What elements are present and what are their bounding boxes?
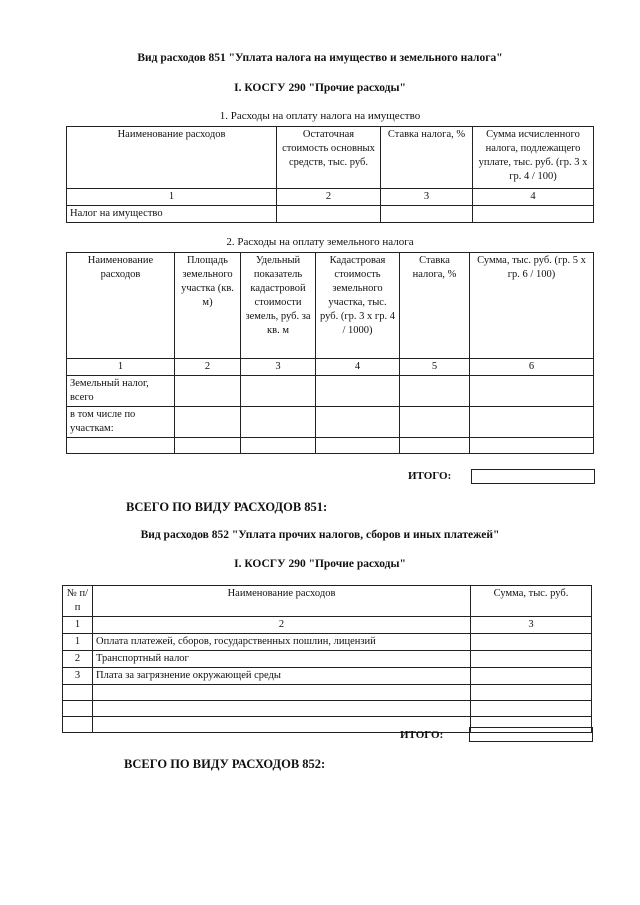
column-number: 3 (471, 617, 592, 634)
table-row (67, 438, 594, 454)
column-number: 3 (241, 359, 316, 376)
value-cell[interactable] (316, 407, 400, 438)
land-tax-table (66, 252, 594, 454)
value-cell[interactable] (400, 438, 470, 454)
header-cell: Наименование расходов (67, 127, 277, 189)
row-label (93, 701, 471, 717)
header-cell: Сумма, тыс. руб. (гр. 5 х гр. 6 / 100) (470, 253, 594, 359)
table-row (67, 407, 594, 438)
value-cell[interactable] (470, 407, 594, 438)
itogo-label-851: ИТОГО: (408, 470, 452, 482)
row-label: Оплата платежей, сборов, государственных пошлин, лицензий (93, 634, 471, 651)
table-row (63, 701, 592, 717)
table1-caption: 1. Расходы на оплату налога на имущество (219, 110, 421, 122)
column-number: 1 (67, 359, 175, 376)
header-cell: Площадь земельного участка (кв. м) (175, 253, 241, 359)
value-cell[interactable] (381, 206, 473, 223)
header-cell: Удельный показатель кадастровой стоимости земель, руб. за кв. м (241, 253, 316, 359)
header-cell: Наименование расходов (93, 586, 471, 617)
column-number: 4 (473, 189, 594, 206)
other-taxes-table (62, 585, 592, 733)
header-cell: Ставка налога, % (400, 253, 470, 359)
column-number: 1 (63, 617, 93, 634)
value-cell[interactable] (241, 438, 316, 454)
value-cell[interactable] (400, 376, 470, 407)
row-number (63, 685, 93, 701)
header-cell: Сумма, тыс. руб. (471, 586, 592, 617)
row-number (63, 717, 93, 733)
value-cell[interactable] (175, 438, 241, 454)
row-number (63, 701, 93, 717)
header-cell: Наименование расходов (67, 253, 175, 359)
column-number: 5 (400, 359, 470, 376)
column-number: 2 (93, 617, 471, 634)
itogo-value-852[interactable] (469, 727, 593, 742)
header-cell: Ставка налога, % (381, 127, 473, 189)
value-cell[interactable] (175, 376, 241, 407)
section-851-total: ВСЕГО ПО ВИДУ РАСХОДОВ 851: (126, 500, 328, 514)
column-number: 2 (277, 189, 381, 206)
header-cell: Сумма исчисленного налога, подлежащего уплате, тыс. руб. (гр. 3 х гр. 4 / 100) (473, 127, 594, 189)
row-number: 1 (63, 634, 93, 651)
header-cell: № п/п (63, 586, 93, 617)
header-cell: Остаточная стоимость основных средств, тыс. руб. (277, 127, 381, 189)
value-cell[interactable] (471, 634, 592, 651)
row-label: в том числе по участкам: (67, 407, 175, 438)
section-852-kosgu: I. КОСГУ 290 "Прочие расходы" (234, 558, 406, 570)
section-852-total: ВСЕГО ПО ВИДУ РАСХОДОВ 852: (124, 757, 326, 771)
property-tax-table (66, 126, 594, 223)
value-cell[interactable] (471, 685, 592, 701)
value-cell[interactable] (470, 376, 594, 407)
column-number: 1 (67, 189, 277, 206)
section-851-title: Вид расходов 851 "Уплата налога на имущество и земельного налога" (137, 52, 503, 64)
table-row (63, 651, 592, 668)
row-label (67, 438, 175, 454)
value-cell[interactable] (175, 407, 241, 438)
table-row (63, 668, 592, 685)
row-label: Плата за загрязнение окружающей среды (93, 668, 471, 685)
header-cell: Кадастровая стоимость земельного участка, тыс. руб. (гр. 3 х гр. 4 / 1000) (316, 253, 400, 359)
itogo-label-852: ИТОГО: (400, 729, 444, 741)
section-852-title: Вид расходов 852 "Уплата прочих налогов, сборов и иных платежей" (140, 529, 500, 541)
row-label: Налог на имущество (67, 206, 277, 223)
value-cell[interactable] (470, 438, 594, 454)
value-cell[interactable] (277, 206, 381, 223)
value-cell[interactable] (471, 668, 592, 685)
row-label: Транспортный налог (93, 651, 471, 668)
itogo-value-851[interactable] (471, 469, 595, 484)
row-number: 2 (63, 651, 93, 668)
table-row (63, 634, 592, 651)
column-number: 4 (316, 359, 400, 376)
column-number: 2 (175, 359, 241, 376)
table-row (63, 685, 592, 701)
value-cell[interactable] (473, 206, 594, 223)
value-cell[interactable] (241, 376, 316, 407)
table-row (67, 376, 594, 407)
value-cell[interactable] (316, 438, 400, 454)
column-number: 6 (470, 359, 594, 376)
row-number: 3 (63, 668, 93, 685)
column-number: 3 (381, 189, 473, 206)
row-label (93, 685, 471, 701)
value-cell[interactable] (471, 651, 592, 668)
value-cell[interactable] (316, 376, 400, 407)
table2-caption: 2. Расходы на оплату земельного налога (226, 236, 414, 248)
value-cell[interactable] (400, 407, 470, 438)
value-cell[interactable] (471, 701, 592, 717)
value-cell[interactable] (241, 407, 316, 438)
section-851-kosgu: I. КОСГУ 290 "Прочие расходы" (234, 82, 406, 94)
row-label: Земельный налог, всего (67, 376, 175, 407)
table-row (67, 206, 594, 223)
